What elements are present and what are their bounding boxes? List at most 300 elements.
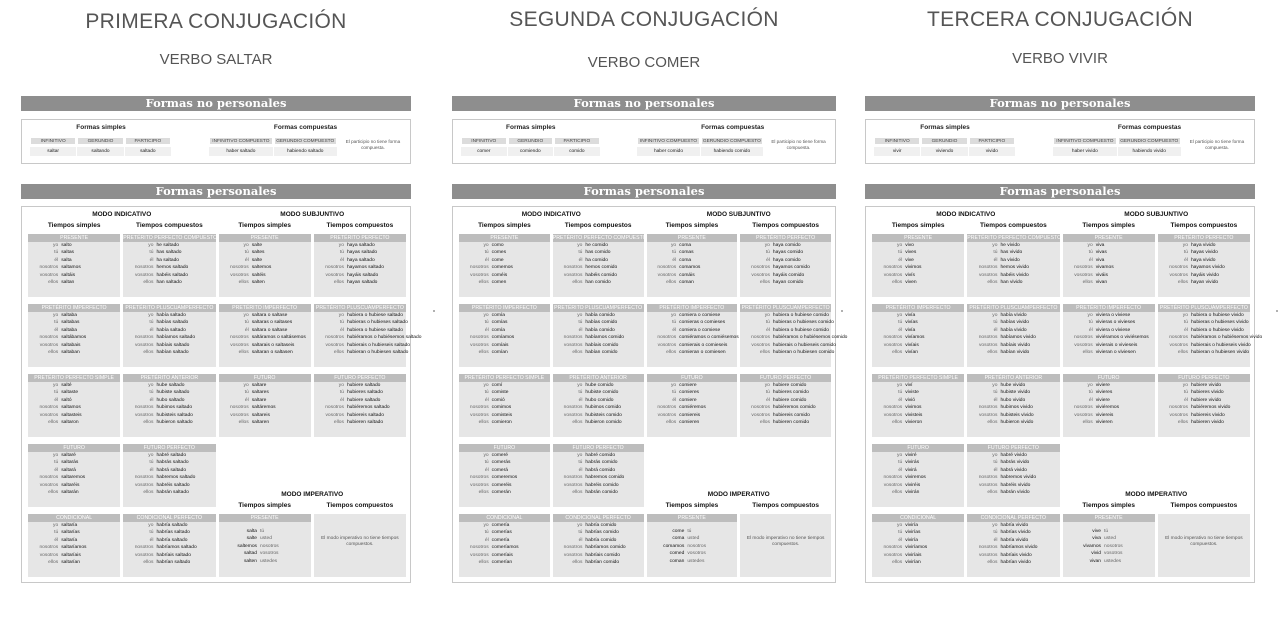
conjugation-row [219, 312, 311, 319]
verb-form: coma [679, 257, 692, 263]
verb-form: coméis [491, 272, 508, 278]
pronoun: tú [149, 390, 154, 396]
pronoun: nosotros [883, 335, 903, 341]
verb-form: saltaras o saltases [251, 320, 293, 326]
tense-name: PRETÉRITO PERFECTO COMPUESTO [123, 235, 218, 241]
pronoun: él [898, 397, 903, 403]
conjugation-row [740, 257, 831, 264]
conjugation-row [872, 257, 964, 264]
verb-form: vivisteis [905, 412, 923, 418]
pronoun: tú [578, 250, 583, 256]
pronoun: ellos [1082, 279, 1093, 285]
pronoun: nosotros [1169, 335, 1188, 341]
verb-form: comemos [491, 265, 513, 271]
tiempos-simples-heading: Tiempos simples [478, 222, 531, 229]
modo-indicativo-heading: MODO INDICATIVO [92, 211, 152, 218]
conjugation-row [123, 257, 215, 264]
pronoun: él [898, 467, 903, 473]
conjugation-row [314, 264, 406, 271]
pronoun: nosotros [657, 265, 677, 271]
conjugation-row [647, 397, 738, 404]
pronoun: yo [148, 243, 154, 248]
verb-form: hubieron saltado [156, 419, 193, 425]
conjugation-row [314, 242, 406, 249]
pronoun: yo [670, 243, 677, 248]
verb-form: habíais vivido [1000, 342, 1031, 348]
verb-form: viven [905, 279, 917, 285]
verb-form: han comido [585, 279, 611, 285]
pronoun: yo [1087, 313, 1093, 318]
personal-forms-box [21, 206, 422, 583]
verb-form: vivieras o vivieses [1095, 320, 1136, 326]
pronoun: él [993, 327, 998, 333]
verb-form: habían vivido [1000, 349, 1030, 355]
verb-form: saltemos [251, 265, 272, 271]
pronoun: yo [897, 523, 903, 528]
conjugation-row [1063, 419, 1155, 426]
verb-form: había saltado [156, 313, 186, 318]
verb-form: habría vivido [1000, 537, 1029, 543]
verb-form: comed [669, 551, 685, 557]
gerundio-compuesto-header: GERUNDIO COMPUESTO [701, 137, 763, 145]
pronoun: él [484, 537, 489, 543]
pronoun: nosotros [657, 335, 677, 341]
verb-form: hubiere comido [772, 397, 807, 403]
conjugation-row [123, 559, 215, 566]
pronoun: él [766, 257, 770, 263]
verb-form: hubimos comido [585, 405, 622, 411]
pronoun: vosotros [978, 482, 998, 488]
pronoun: vosotros [1074, 342, 1093, 348]
tense-name: PRETÉRITO PLUSCUAMPERFECTO [967, 304, 1059, 312]
tense-table-pret-perfecto [314, 234, 406, 297]
pronoun: ellos [987, 419, 998, 425]
conjugation-row [967, 522, 1059, 529]
conjugation-row [740, 397, 831, 404]
pronoun: él [54, 537, 59, 543]
conjugation-row [647, 319, 738, 326]
verb-form: viviremos [905, 475, 926, 481]
conjugation-row [28, 404, 120, 411]
verb-form: habríais vivido [1000, 552, 1032, 558]
conjugation-row [647, 342, 738, 349]
verb-form: coma [679, 243, 692, 248]
pronoun: él [766, 327, 770, 333]
verb-form: hubo vivido [1000, 397, 1026, 403]
verb-form: hubiéremos comido [772, 405, 816, 411]
verb-form: viviría [905, 537, 918, 543]
verb-form: salte [251, 243, 263, 248]
tense-table-pret-perf-simple [872, 374, 964, 437]
pronoun: él [898, 537, 903, 543]
verb-form: vivían [905, 349, 918, 355]
pronoun: tú [765, 390, 770, 396]
tense-name: FUTURO [219, 374, 311, 382]
verb-form: vivan [1089, 558, 1101, 564]
pronoun: tú [149, 460, 154, 466]
pronoun: yo [483, 453, 489, 458]
tense-name: CONDICIONAL [872, 514, 964, 522]
tense-table-presente [872, 234, 964, 297]
conjugation-row [967, 537, 1059, 544]
participio-value: comido [554, 147, 600, 156]
conjugation-row [459, 552, 550, 559]
pronoun: nosotros [1073, 335, 1093, 341]
tiempos-compuestos-heading: Tiempos compuestos [752, 222, 819, 229]
tense-name: PRETÉRITO PLUSCUAMPERFECTO [314, 304, 406, 312]
tense-name: PRETÉRITO PLUSCUAMPERFECTO [741, 305, 830, 311]
pronoun: tú [578, 460, 583, 466]
verb-form: saltemos [237, 543, 257, 549]
verb-form: hayamos vivido [1190, 265, 1225, 271]
pronoun: él [993, 537, 998, 543]
pronoun: ustedes [687, 558, 705, 564]
tense-name: PRETÉRITO IMPERFECTO [459, 304, 550, 312]
verb-form: hubiera o hubiese vivido [1190, 327, 1244, 333]
pronoun: vosotros [883, 482, 903, 488]
verb-form: comías [491, 320, 508, 326]
pronoun: yo [483, 523, 489, 528]
verb-form: habrías comido [585, 530, 619, 536]
conjugation-row [553, 559, 644, 566]
verb-form: viviéramos o viviésemos [1095, 335, 1149, 341]
pronoun: él [244, 397, 249, 403]
tense-table-condicional-perf [123, 514, 215, 577]
pronoun: ellos [572, 279, 583, 285]
gerundio-header: GERUNDIO [77, 137, 123, 145]
verb-form: habría comido [585, 537, 617, 543]
tiempos-simples-heading: Tiempos simples [1082, 222, 1135, 229]
conjugation-row [219, 257, 311, 264]
pronoun: tú [898, 250, 903, 256]
tense-table-imperativo [219, 514, 311, 577]
verb-form: saltaríais [61, 552, 81, 558]
verb-form: viviré [905, 453, 917, 458]
conjugation-row [553, 382, 644, 389]
verb-form: hube comido [585, 383, 614, 388]
verb-form: hubiere vivido [1190, 383, 1222, 388]
conjugation-row [459, 452, 550, 459]
pronoun: ellos [1177, 279, 1188, 285]
tense-name: FUTURO [647, 374, 738, 382]
pronoun: vosotros [134, 342, 154, 348]
conjugation-row [872, 249, 964, 256]
pronoun: él [578, 257, 583, 263]
conjugation-row [459, 327, 550, 334]
verb-form: comerían [491, 559, 513, 565]
verb-form: hayan vivido [1190, 279, 1219, 285]
verb-form: saltaban [61, 349, 80, 355]
pronoun: ellos [478, 559, 489, 565]
pronoun: tú [149, 250, 154, 256]
tense-name: PRETÉRITO ANTERIOR [123, 374, 215, 382]
tense-table-pret-plusc [553, 304, 644, 367]
verb-form: saltará [61, 467, 76, 473]
conjugation-row [967, 272, 1059, 279]
modo-subjuntivo-heading: MODO SUBJUNTIVO [1124, 211, 1189, 218]
verb-form: hubiéramos o hubiésemos saltado [346, 335, 422, 341]
verb-form: viviere [1095, 397, 1110, 403]
conjugation-row [647, 412, 738, 419]
verb-form: viviéremos [1095, 405, 1120, 411]
verb-form: había comido [585, 327, 615, 333]
pronoun: él [149, 257, 154, 263]
pronoun: yo [53, 523, 59, 528]
tense-table-condicional-perf [967, 514, 1059, 577]
separator-dot [433, 310, 435, 312]
conjugation-row [28, 474, 120, 481]
imperativo-note: El modo imperativo no tiene tiempos compuestos. [740, 514, 831, 577]
pronoun: tú [993, 320, 998, 326]
conjugation-title: PRIMERA CONJUGACIÓN [85, 10, 347, 33]
verb-form: ha vivido [1000, 257, 1020, 263]
tense-table-pret-perf-simple [459, 374, 550, 437]
pronoun: él [1184, 397, 1188, 403]
tense-name: PRESENTE [28, 234, 120, 242]
participio-note: El participio no tiene forma compuesta. [1189, 139, 1245, 150]
conjugation-row [459, 459, 550, 466]
conjugation-row [872, 312, 964, 319]
tense-name: PRESENTE [1063, 514, 1155, 522]
pronoun: nosotros [883, 265, 903, 271]
pronoun: él [993, 467, 998, 473]
conjugation-row [553, 522, 644, 529]
pronoun: vosotros [978, 552, 998, 558]
conjugation-row [28, 544, 120, 551]
verb-form: coman [669, 558, 685, 564]
conjugation-row [123, 382, 215, 389]
pronoun: tú [54, 390, 59, 396]
section-band-personales: Formas personales [452, 184, 836, 199]
pronoun: tú [993, 460, 998, 466]
conjugation-row [123, 264, 215, 271]
verb-form: hubiere vivido [1190, 397, 1222, 403]
tense-name: PRETÉRITO IMPERFECTO [219, 304, 311, 312]
conjugation-row [553, 404, 644, 411]
pronoun: nosotros [657, 405, 677, 411]
conjugation-row [314, 404, 406, 411]
conjugation-row [1063, 272, 1155, 279]
verb-form: hubo saltado [156, 397, 185, 403]
conjugation-row [1063, 550, 1155, 557]
pronoun: él [149, 537, 154, 543]
conjugation-row [314, 312, 406, 319]
conjugation-row [459, 522, 550, 529]
verb-form: salte [246, 536, 257, 542]
conjugation-row [459, 319, 550, 326]
conjugation-row [1158, 342, 1250, 349]
conjugation-row [123, 342, 215, 349]
tense-name: CONDICIONAL [459, 514, 550, 522]
pronoun: vosotros [751, 342, 770, 348]
pronoun: vosotros [39, 272, 59, 278]
modo-imperativo-heading: MODO IMPERATIVO [281, 491, 344, 498]
pronoun: tú [578, 320, 583, 326]
verb-form: comía [491, 313, 505, 318]
tense-name: FUTURO PERFECTO [314, 374, 406, 382]
conjugation-row [28, 334, 120, 341]
pronoun: yo [897, 243, 903, 248]
verb-form: has saltado [156, 250, 182, 256]
conjugation-row [872, 412, 964, 419]
verb-form: habré vivido [1000, 453, 1027, 458]
conjugation-row [459, 264, 550, 271]
tense-table-pret-perf-comp [123, 234, 218, 297]
verb-form: hayan saltado [346, 279, 378, 285]
pronoun: vosotros [563, 552, 583, 558]
verb-form: vive [1092, 529, 1101, 534]
verb-form: vivimos [905, 405, 922, 411]
verb-form: hubiera o hubiese saltado [346, 327, 403, 333]
verb-form: hemos saltado [156, 265, 189, 271]
conjugation-row [1063, 558, 1155, 565]
conjugation-row [553, 412, 644, 419]
tiempos-simples-heading: Tiempos simples [238, 222, 291, 229]
conjugation-row [872, 559, 964, 566]
conjugation-row [459, 272, 550, 279]
pronoun: tú [339, 390, 344, 396]
pronoun: vosotros [470, 272, 489, 278]
pronoun: tú [993, 390, 998, 396]
verb-form: viví [905, 383, 913, 388]
conjugation-row [553, 249, 644, 256]
pronoun: tú [898, 320, 903, 326]
conjugation-row [219, 242, 311, 249]
verb-form: comamos [663, 543, 685, 549]
tense-table-futuro [872, 444, 964, 507]
tense-name: PRESENTE [1063, 234, 1155, 242]
conjugation-row [123, 467, 215, 474]
pronoun: nosotros [134, 545, 154, 551]
pronoun: tú [149, 530, 154, 536]
verb-form: saltarías [61, 530, 80, 536]
conjugation-row [459, 537, 550, 544]
pronoun: yo [897, 313, 903, 318]
pronoun: nosotros [1073, 265, 1093, 271]
infinitivo-compuesto-value: haber saltado [209, 147, 272, 156]
conjugation-row [967, 327, 1059, 334]
verb-form: habrás saltado [156, 460, 189, 466]
verb-form: ha comido [585, 257, 608, 263]
separator-dot [1276, 310, 1278, 312]
verb-form: viviera o viviese [1095, 327, 1131, 333]
conjugation-row [740, 404, 831, 411]
verb-form: saltaremos [61, 475, 86, 481]
verb-name: VERBO COMER [587, 54, 701, 71]
verb-form: vive [905, 257, 914, 263]
conjugation-row [553, 389, 644, 396]
verb-form: saltamos [61, 405, 81, 411]
conjugation-row [1063, 242, 1155, 249]
verb-form: comiera o comiese [679, 313, 721, 318]
pronoun: nosotros [978, 545, 998, 551]
verb-form: vivamos [1095, 265, 1114, 271]
formas-simples-heading: Formas simples [506, 124, 556, 131]
verb-form: saltarás [61, 460, 79, 466]
pronoun: ellos [572, 489, 583, 495]
tiempos-simples-heading: Tiempos simples [665, 222, 719, 229]
conjugation-row [553, 327, 644, 334]
conjugation-row [872, 482, 964, 489]
tense-table-presente [1063, 234, 1155, 297]
verb-form: saltaran o saltasen [251, 349, 293, 355]
verb-form: habrá vivido [1000, 467, 1027, 473]
conjugation-row [1158, 319, 1250, 326]
verb-form: vivieran o viviesen [1095, 349, 1136, 355]
verb-form: saltábamos [61, 335, 87, 341]
verb-form: hube vivido [1000, 383, 1026, 388]
verb-form: hubiéramos o hubiésemos vivido [1190, 335, 1263, 341]
verb-form: comió [491, 397, 505, 403]
verb-form: viviríamos [905, 545, 928, 551]
gerundio-compuesto-header: GERUNDIO COMPUESTO [274, 137, 337, 145]
pronoun: ellos [572, 349, 583, 355]
verb-form: hubiste vivido [1000, 390, 1031, 396]
verb-form: salten [243, 558, 257, 564]
pronoun: ellos [48, 349, 59, 355]
verb-form: hubierais o hubieseis comido [772, 342, 836, 348]
conjugation-row [1063, 389, 1155, 396]
pronoun: él [340, 327, 344, 333]
tense-name: PRETÉRITO PERFECTO SIMPLE [28, 374, 120, 382]
conjugation-row [28, 264, 120, 271]
tense-name: PRETÉRITO PERFECTO COMPUESTO [552, 235, 647, 241]
tense-name: PRETÉRITO PERFECTO [740, 234, 831, 242]
conjugation-row [1158, 382, 1250, 389]
pronoun: vosotros [325, 412, 344, 418]
gerundio-value: comiendo [508, 147, 554, 156]
tiempos-compuestos-heading: Tiempos compuestos [326, 502, 394, 509]
tense-table-imperativo [1063, 514, 1155, 577]
conjugation-row [314, 319, 406, 326]
conjugation-row [740, 264, 831, 271]
participio-header: PARTICIPIO [125, 137, 171, 145]
pronoun: tú [484, 250, 489, 256]
conjugation-row [219, 349, 311, 356]
modo-imperativo-heading: MODO IMPERATIVO [1125, 491, 1188, 498]
conjugation-row [459, 474, 550, 481]
pronoun: ellos [892, 419, 903, 425]
conjugation-row [123, 279, 215, 286]
pronoun: yo [1087, 383, 1093, 388]
verb-form: comerías [491, 530, 512, 536]
pronoun: él [484, 467, 489, 473]
pronoun: tú [765, 250, 770, 256]
verb-form: viviereis [1095, 412, 1114, 418]
infinitivo-value: saltar [30, 147, 76, 156]
verb-form: saltes [251, 250, 265, 256]
conjugation-row [123, 319, 215, 326]
pronoun: él [993, 397, 998, 403]
pronoun: tú [54, 460, 59, 466]
conjugation-row [219, 279, 311, 286]
conjugation-row [459, 382, 550, 389]
conjugation-row [967, 419, 1059, 426]
conjugation-row [1158, 257, 1250, 264]
verb-form: salte [251, 257, 263, 263]
pronoun: él [149, 397, 154, 403]
verb-form: vivió [905, 397, 915, 403]
pronoun: nosotros [229, 405, 249, 411]
conjugation-row [459, 342, 550, 349]
verb-form: habremos saltado [156, 475, 196, 481]
verb-form: hubisteis vivido [1000, 412, 1034, 418]
conjugation-row [967, 397, 1059, 404]
verb-form: viviréis [905, 482, 921, 488]
pronoun: nosotros [563, 545, 583, 551]
verb-form: salté [61, 383, 72, 388]
conjugation-row [967, 452, 1059, 459]
